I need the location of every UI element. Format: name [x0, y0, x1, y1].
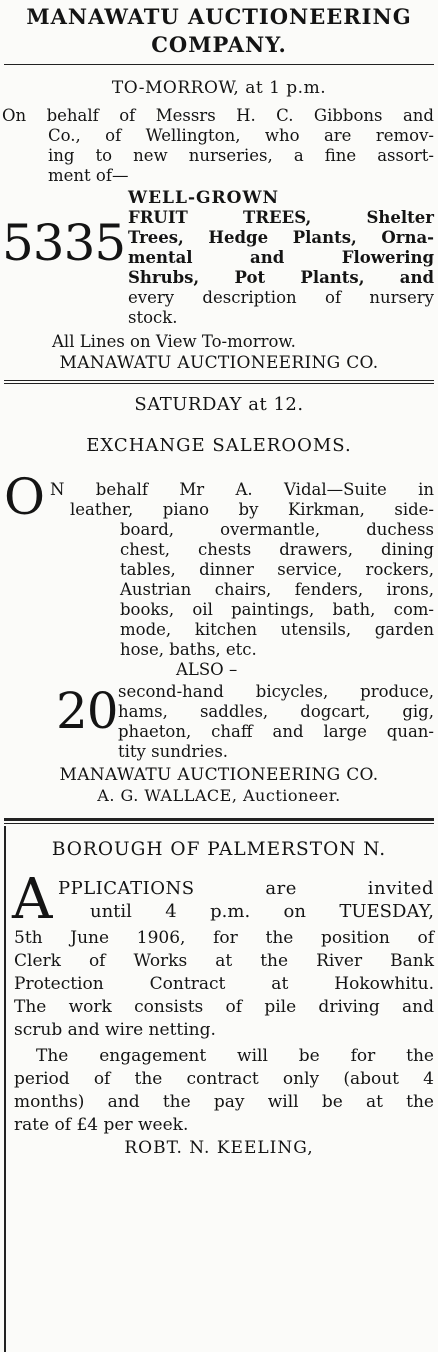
ad3-para2-line: The engagement will be for the [36, 1046, 434, 1066]
ad3-line: Protection Contract at Hokowhitu. [14, 974, 434, 994]
ad2-also-line: second-hand bicycles, produce, [118, 682, 434, 701]
ad2-line: board, overmantle, duchess [120, 520, 434, 539]
ad2-line: mode, kitchen utensils, garden [120, 620, 434, 639]
ad1-intro-line: Co., of Wellington, who are remov- [48, 126, 434, 145]
ad2-line: leather, piano by Kirkman, side- [70, 500, 434, 519]
ad3-para2-line: period of the contract only (about 4 [14, 1069, 434, 1089]
ad1-lot-line: FRUIT TREES, Shelter [128, 208, 434, 227]
ad2-time: SATURDAY at 12. [134, 394, 304, 415]
ad3-second-line: until 4 p.m. on TUESDAY, [90, 901, 434, 922]
ad2-line: chest, chests drawers, dining [120, 540, 434, 559]
divider [4, 818, 434, 821]
ad2-also-line: tity sundries. [118, 742, 229, 761]
ad2-also: ALSO – [176, 660, 238, 679]
divider [4, 383, 434, 384]
ad3-title: BOROUGH OF PALMERSTON N. [51, 839, 387, 860]
ad2-venue: EXCHANGE SALEROOMS. [86, 435, 352, 456]
ad2-line: Austrian chairs, fenders, irons, [120, 580, 434, 599]
divider [4, 64, 434, 65]
ad3-line: scrub and wire netting. [14, 1020, 216, 1040]
ad2-also-line: phaeton, chaff and large quan- [118, 722, 434, 741]
divider [4, 380, 434, 381]
ad1-title-line1: MANAWATU AUCTIONEERING [26, 4, 412, 29]
ad1-lot-line: every description of nursery [128, 288, 434, 307]
ad3-first-line: PPLICATIONS are invited [58, 878, 434, 899]
ad1-view-line: All Lines on View To-morrow. [52, 332, 296, 351]
ad3-line: The work consists of pile driving and [14, 997, 434, 1017]
ad2-auctioneer: A. G. WALLACE, Auctioneer. [97, 786, 341, 805]
ad3-line: 5th June 1906, for the position of [14, 928, 434, 948]
ad3-line: Clerk of Works at the River Bank [14, 951, 434, 971]
ad1-intro-line: ing to new nurseries, a fine assort- [48, 146, 434, 165]
ad1-intro-line: ment of— [48, 166, 129, 185]
ad2-also-number: 20 [56, 682, 118, 740]
ad2-line: hose, baths, etc. [120, 640, 257, 659]
ad3-para2-line: rate of £4 per week. [14, 1115, 189, 1135]
ad1-lot-line: WELL-GROWN [128, 188, 280, 208]
ad2-also-line: hams, saddles, dogcart, gig, [118, 702, 434, 721]
ad3-drop-cap: A [12, 867, 53, 932]
ad1-lot-line: Shrubs, Pot Plants, and [128, 268, 434, 287]
ad1-lot-line: Trees, Hedge Plants, Orna- [128, 228, 434, 247]
ad1-intro-line: On behalf of Messrs H. C. Gibbons and [2, 106, 434, 125]
ad1-signature: MANAWATU AUCTIONEERING CO. [59, 353, 379, 373]
ad3-signature: ROBT. N. KEELING, [124, 1138, 314, 1158]
ad2-line: books, oil paintings, bath, com- [120, 600, 434, 619]
ad2-first-line: N behalf Mr A. Vidal—Suite in [50, 480, 434, 499]
ad1-title-line2: COMPANY. [151, 32, 287, 57]
ad2-line: tables, dinner service, rockers, [120, 560, 434, 579]
ad2-signature: MANAWATU AUCTIONEERING CO. [59, 765, 379, 785]
ad1-lot-line: mental and Flowering [128, 248, 434, 267]
ad2-drop-cap: O [4, 468, 45, 526]
ad1-lot-number: 5335 [2, 214, 126, 272]
column-border [4, 826, 6, 1352]
ad1-time: TO-MORROW, at 1 p.m. [111, 78, 327, 98]
divider [4, 823, 434, 824]
ad1-lot-line: stock. [128, 308, 178, 327]
ad3-para2-line: months) and the pay will be at the [14, 1092, 434, 1112]
